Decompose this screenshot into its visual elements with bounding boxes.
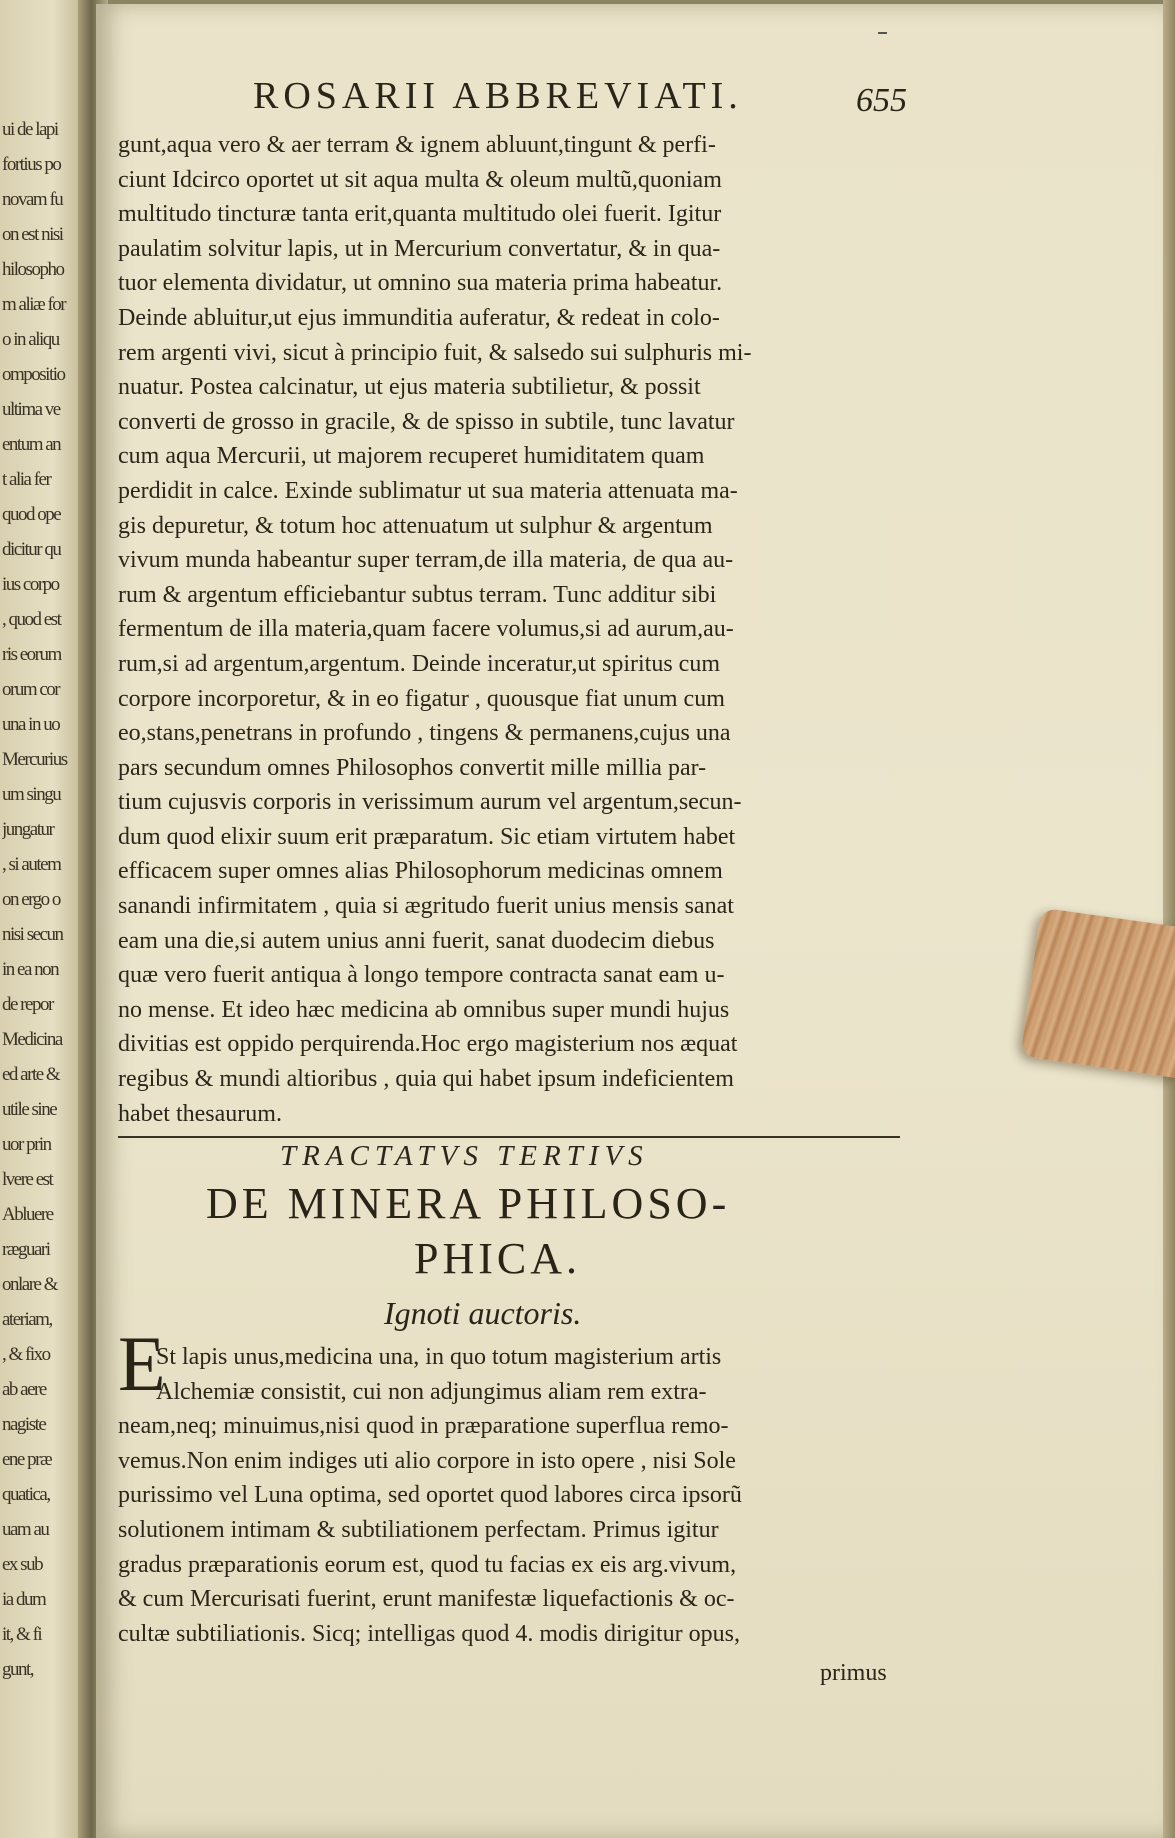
catchword: primus: [820, 1660, 887, 1686]
text-line: pars secundum omnes Philosophos convertit mille millia par-: [118, 754, 707, 781]
drop-cap: E: [118, 1320, 166, 1407]
facing-text-line: on ergo o: [2, 889, 60, 910]
facing-text-line: ed arte &: [2, 1064, 60, 1085]
facing-text-line: ab aere: [2, 1379, 46, 1400]
text-line: vivum munda habeantur super terram,de illa materia, de qua au-: [118, 547, 734, 574]
facing-text-line: o in aliqu: [2, 329, 59, 350]
facing-text-line: ia dum: [2, 1589, 46, 1610]
author-line: Ignoti auctoris.: [384, 1295, 582, 1331]
facing-text-line: in ea non: [2, 959, 59, 980]
facing-text-line: dicitur qu: [2, 539, 61, 560]
text-line: rem argenti vivi, sicut à principio fuit, & salsedo sui sulphuris mi-: [118, 339, 752, 366]
running-head: ROSARII ABBREVIATI.: [253, 75, 743, 117]
text-line: solutionem intimam & subtiliationem perfectam. Primus igitur: [118, 1516, 719, 1543]
page-mark: [878, 32, 887, 34]
facing-text-line: t alia fer: [2, 469, 51, 490]
facing-text-line: ene præ: [2, 1449, 52, 1470]
facing-text-line: utile sine: [2, 1099, 57, 1120]
text-line: regibus & mundi altioribus , quia qui habet ipsum indeficientem: [118, 1066, 734, 1093]
text-line: perdidit in calce. Exinde sublimatur ut sua materia attenuata ma-: [118, 477, 738, 504]
text-line: tuor elementa dividatur, ut omnino sua materia prima habeatur.: [118, 270, 723, 297]
facing-text-line: jungatur: [2, 819, 54, 840]
facing-text-line: quod ope: [2, 504, 61, 525]
text-line: multitudo tincturæ tanta erit,quanta multitudo olei fuerit. Igitur: [118, 201, 722, 228]
text-line: Deinde abluitur,ut ejus immunditia auferatur, & redeat in colo-: [118, 304, 720, 331]
facing-text-line: gunt,: [2, 1659, 34, 1680]
paragraph-2: [118, 1340, 913, 1651]
text-line: sanandi infirmitatem , quia si ægritudo fuerit unius mensis sanat: [118, 893, 734, 920]
facing-text-line: ompositio: [2, 364, 65, 385]
text-line: purissimo vel Luna optima, sed oportet quod labores circa ipsorũ: [118, 1482, 742, 1509]
tractatus-heading: TRACTATVS TERTIVS: [280, 1140, 649, 1172]
facing-page-text: [2, 112, 86, 1687]
text-line: no mense. Et ideo hæc medicina ab omnibus super mundi hujus: [118, 996, 730, 1023]
text-line: ciunt Idcirco oportet ut sit aqua multa & oleum multũ,quoniam: [118, 166, 722, 193]
text-line: Alchemiæ consistit, cui non adjungimus aliam rem extra-: [156, 1378, 707, 1405]
facing-text-line: onlare &: [2, 1274, 58, 1295]
facing-text-line: , si autem: [2, 854, 61, 875]
wooden-page-holder: [1020, 908, 1175, 1079]
text-line: St lapis unus,medicina una, in quo totum magisterium artis: [156, 1344, 722, 1370]
text-line: rum & argentum efficiebantur subtus terram. Tunc additur sibi: [118, 581, 717, 608]
text-line: quæ vero fuerit antiqua à longo tempore contracta sanat eam u-: [118, 962, 725, 989]
text-line: eo,stans,penetrans in profundo , tingens & permanens,cujus una: [118, 720, 731, 747]
facing-text-line: una in uo: [2, 714, 60, 735]
text-line: cum aqua Mercurii, ut majorem recuperet humiditatem quam: [118, 443, 705, 470]
facing-text-line: ateriam,: [2, 1309, 52, 1330]
text-line: cultæ subtiliationis. Sicq; intelligas quod 4. modis dirigitur opus,: [118, 1620, 740, 1647]
facing-text-line: orum cor: [2, 679, 60, 700]
facing-text-line: Mercurius: [2, 749, 67, 770]
text-line: gis depuretur, & totum hoc attenuatum ut sulphur & argentum: [118, 512, 713, 539]
paragraph-1: [118, 128, 913, 1131]
facing-text-line: ex sub: [2, 1554, 43, 1575]
section-title-line-2: PHICA.: [414, 1234, 582, 1283]
text-line: gradus præparationis eorum est, quod tu facias ex eis arg.vivum,: [118, 1551, 737, 1578]
page-edge: [1163, 0, 1175, 1838]
facing-text-line: , & fixo: [2, 1344, 50, 1365]
facing-text-line: hilosopho: [2, 259, 64, 280]
facing-text-line: uor prin: [2, 1134, 51, 1155]
facing-text-line: it, & fi: [2, 1624, 42, 1645]
text-line: divitias est oppido perquirenda.Hoc ergo magisterium nos æquat: [118, 1031, 738, 1058]
text-line: rum,si ad argentum,argentum. Deinde inceratur,ut spiritus cum: [118, 650, 721, 677]
facing-text-line: quatica,: [2, 1484, 50, 1505]
text-line: neam,neq; minuimus,nisi quod in præparatione superflua remo-: [118, 1413, 729, 1440]
text-line: fermentum de illa materia,quam facere volumus,si ad aurum,au-: [118, 616, 734, 643]
facing-text-line: fortius po: [2, 154, 61, 175]
facing-page: [0, 0, 88, 1838]
facing-text-line: nisi secun: [2, 924, 63, 945]
facing-text-line: ius corpo: [2, 574, 59, 595]
text-line: tium cujusvis corporis in verissimum aurum vel argentum,secun-: [118, 789, 742, 816]
facing-text-line: ui de lapi: [2, 119, 58, 140]
facing-text-line: ultima ve: [2, 399, 60, 420]
section-rule: [118, 1136, 900, 1138]
text-line: efficacem super omnes alias Philosophorum medicinas omnem: [118, 858, 723, 885]
section-title-line-1: DE MINERA PHILOSO-: [206, 1179, 731, 1228]
text-line: & cum Mercurisati fuerint, erunt manifestæ liquefactionis & oc-: [118, 1586, 735, 1613]
facing-text-line: m aliæ for: [2, 294, 66, 315]
facing-text-line: lvere est: [2, 1169, 53, 1190]
facing-text-line: Abluere: [2, 1204, 53, 1225]
text-line: converti de grosso in gracile, & de spisso in subtile, tunc lavatur: [118, 408, 735, 435]
facing-text-line: , quod est: [2, 609, 61, 630]
facing-text-line: entum an: [2, 434, 61, 455]
facing-text-line: nagiste: [2, 1414, 46, 1435]
facing-text-line: uam au: [2, 1519, 49, 1540]
facing-text-line: on est nisi: [2, 224, 63, 245]
facing-text-line: de repor: [2, 994, 53, 1015]
text-line: habet thesaurum.: [118, 1100, 282, 1127]
text-line: corpore incorporetur, & in eo figatur , quousque fiat unum cum: [118, 685, 725, 712]
facing-text-line: novam fu: [2, 189, 63, 210]
text-line: gunt,aqua vero & aer terram & ignem abluunt,tingunt & perfi-: [118, 132, 716, 158]
text-line: eam una die,si autem unius anni fuerit, sanat duodecim diebus: [118, 927, 715, 954]
facing-text-line: Medicina: [2, 1029, 62, 1050]
text-line: paulatim solvitur lapis, ut in Mercurium convertatur, & in qua-: [118, 235, 721, 262]
text-line: nuatur. Postea calcinatur, ut ejus materia subtilietur, & possit: [118, 374, 701, 401]
text-line: vemus.Non enim indiges uti alio corpore in isto opere , nisi Sole: [118, 1447, 736, 1474]
text-line: dum quod elixir suum erit præparatum. Sic etiam virtutem habet: [118, 823, 736, 850]
facing-text-line: ris eorum: [2, 644, 61, 665]
facing-text-line: um singu: [2, 784, 61, 805]
page-number: 655: [856, 82, 907, 119]
facing-text-line: ræguari: [2, 1239, 50, 1260]
